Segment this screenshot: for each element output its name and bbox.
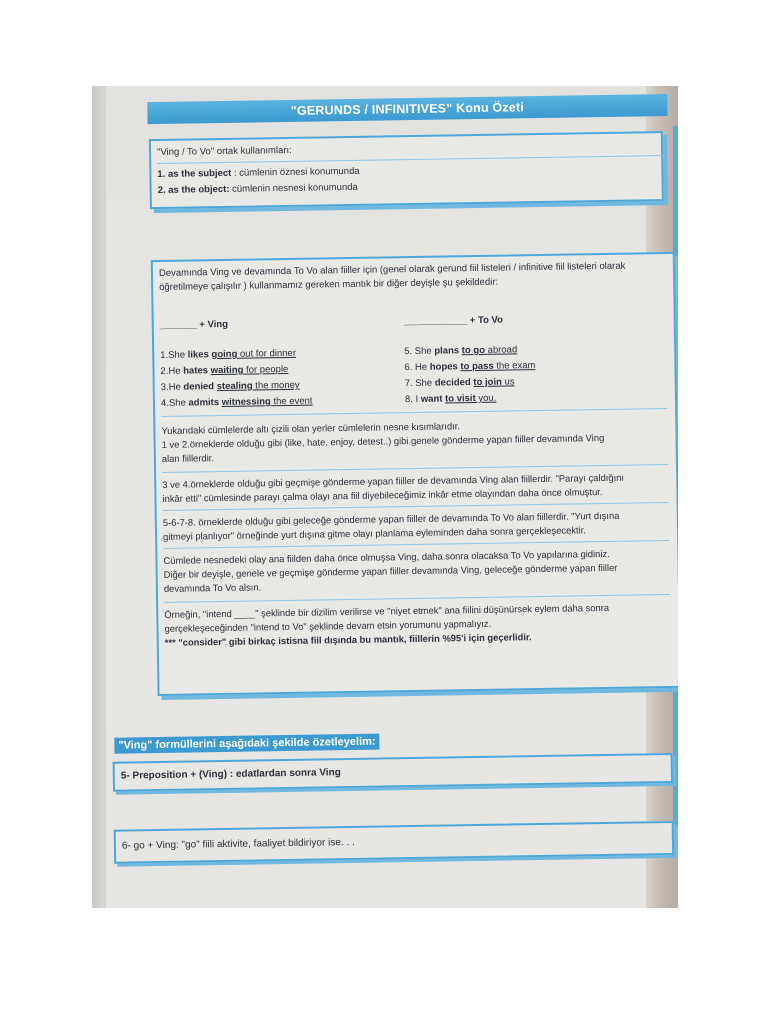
example-sentence xyxy=(405,376,515,389)
example-object: to pass xyxy=(460,360,494,373)
book-photo xyxy=(92,86,678,908)
example-object: stealing xyxy=(216,380,253,393)
example-verb: want xyxy=(420,393,443,405)
p1-line-1: Yukarıdaki cümlelerde altı çizili olan yerler cümlelerin nesne kısımlarıdır. xyxy=(161,420,461,436)
intro-line-2: öğretilmeye çalışılır ) kullanmamız gereken mantık bir diğer deyişle şu şekildedir: xyxy=(159,276,499,293)
blank-to-v: ____________ + To Vo xyxy=(403,314,504,328)
example-object: to visit xyxy=(444,393,476,405)
example-sentence xyxy=(404,360,535,373)
example-sentence xyxy=(404,344,517,357)
example-rest: the exam xyxy=(493,360,536,372)
example-sentence xyxy=(160,348,296,361)
intro-line-1: Devamında Ving ve devamında To Vo alan fiiller için (genel olarak gerund fiil listeleri / infinitive fiil listeleri olarak xyxy=(158,260,626,279)
example-verb: decided xyxy=(434,377,471,389)
example-prefix: 3.He xyxy=(160,381,184,393)
example-rest: abroad xyxy=(484,344,518,356)
example-sentence xyxy=(405,393,497,405)
paragraph-2 xyxy=(162,470,662,506)
example-rest: the money xyxy=(252,379,300,392)
p4-line-1: Cümlede nesnedeki olay ana fiilden daha önce olmuşsa Ving, daha sonra olacaksa To Vo yapılarına gidiniz. xyxy=(163,547,610,566)
example-verb: likes xyxy=(187,349,209,361)
example-verb: hopes xyxy=(429,361,458,373)
paragraph-4 xyxy=(163,546,664,596)
p5-line-1: Örneğin, "intend ____" şeklinde bir dizilim verilirse ve "niyet etmek" ana fiilini düşünürsek eylem daha sonra xyxy=(164,601,610,620)
example-prefix: 6. He xyxy=(404,361,430,374)
paragraph-5 xyxy=(164,600,665,650)
formula-5-box xyxy=(113,753,673,792)
example-prefix: 2.He xyxy=(160,365,184,377)
example-rest: the event xyxy=(270,395,313,408)
p5-line-3: *** "consider" gibi birkaç istisna fiil dışında bu mantık, fiillerin %95'i için geçerlidir. xyxy=(164,631,532,648)
formulas-title: "Ving" formüllerini aşağıdaki şekilde özetleyelim: xyxy=(114,734,379,754)
p1-line-2: 1 ve 2.örneklerde olduğu gibi (like, hate, enjoy, detest..) gibi genele gönderme yapan fiiller devamında Ving xyxy=(161,431,605,450)
divider xyxy=(161,408,667,417)
p4-line-3: devamında To Vo alsın. xyxy=(163,581,262,594)
example-rest: us xyxy=(501,376,515,388)
example-prefix: 8. I xyxy=(404,393,421,406)
example-object: going xyxy=(211,348,238,361)
subject-text: : cümlenin öznesi konumunda xyxy=(231,165,360,179)
p4-line-2: Diğer bir deyişle, genele ve geçmişe gönderme yapan fiiller devamında Ving, geleceğe gönderme yapan fiiller xyxy=(163,561,618,580)
common-uses-heading: "Ving / To Vo" ortak kullanımları: xyxy=(156,144,292,158)
p5-line-2: gerçekleşeceğinden "intend to Vo" şeklinde devam etsin yorumunu yapmalıyız. xyxy=(164,617,492,634)
example-object: to go xyxy=(461,344,486,357)
example-rest: you. xyxy=(475,392,497,405)
p3-line-1: 5-6-7-8. örneklerde olduğu gibi geleceğe gönderme yapan fiiller de devamında To Vo alan fiillerdir. "Yurt dışına xyxy=(162,509,620,528)
blank-ving: _______ + Ving xyxy=(159,318,229,331)
example-verb: plans xyxy=(434,345,460,357)
example-verb: hates xyxy=(183,365,209,377)
example-prefix: 5. She xyxy=(404,345,435,358)
p2-line-1: 3 ve 4.örneklerde olduğu gibi geçmişe gönderme yapan fiiller de devamında Ving alan fiillerdir. "Parayı çaldığını xyxy=(162,471,625,490)
example-sentence xyxy=(161,396,313,409)
example-rest: out for dinner xyxy=(237,347,297,360)
example-verb: admits xyxy=(188,397,220,409)
formula-5: 5- Preposition + (Ving) : edatlardan sonra Ving xyxy=(120,767,341,782)
example-prefix: 4.She xyxy=(160,397,189,409)
paragraph-1 xyxy=(161,416,662,466)
object-text: cümlenin nesnesi konumunda xyxy=(229,181,358,195)
example-object: witnessing xyxy=(221,396,271,409)
example-prefix: 1.She xyxy=(160,349,188,361)
common-uses-box xyxy=(149,131,664,209)
example-prefix: 7. She xyxy=(404,377,435,390)
page-content xyxy=(92,86,678,908)
example-object: to join xyxy=(473,376,502,389)
example-verb: denied xyxy=(183,381,215,393)
example-rest: for people xyxy=(243,363,289,376)
p2-line-2: inkâr etti" cümlesinde parayı çalma olayı ana fiil diyebileceğimiz inkâr etme olayından daha önce olmuştur. xyxy=(162,486,603,504)
subject-label: 1. as the subject xyxy=(157,167,232,180)
object-line xyxy=(158,182,358,196)
formula-6: 6- go + Ving: "go" fiili aktivite, faaliyet bildiriyor ise. . . xyxy=(121,836,355,852)
formula-6-box xyxy=(114,821,674,864)
page-title: "GERUNDS / INFINITIVES" Konu Özeti xyxy=(147,94,667,124)
p3-line-2: gitmeyi planlıyor" örneğinde yurt dışına gitme olayı planlama eyleminden daha sonra gerçekleşecektir. xyxy=(162,524,586,542)
logic-box xyxy=(151,252,678,696)
example-sentence xyxy=(160,364,288,377)
object-label: 2. as the object: xyxy=(157,183,230,196)
subject-line xyxy=(157,166,359,180)
example-sentence xyxy=(161,380,300,393)
example-object: waiting xyxy=(210,364,244,377)
p1-line-3: alan fiillerdir. xyxy=(161,452,215,464)
paragraph-3 xyxy=(163,508,663,544)
